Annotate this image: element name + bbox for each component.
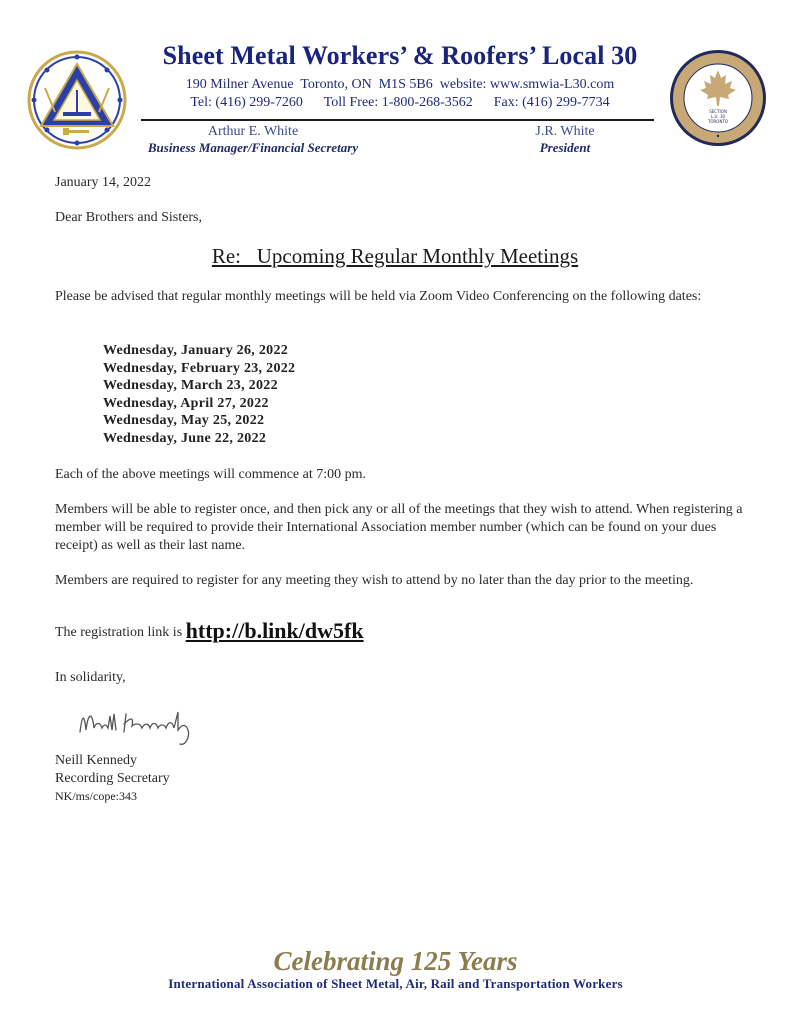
svg-text:L.U. 30: L.U. 30 (710, 114, 726, 119)
signer-name: Neill Kennedy (55, 753, 138, 768)
meeting-dates-list (103, 342, 295, 448)
salutation: Dear Brothers and Sisters, (55, 210, 202, 225)
reference-code: NK/ms/cope:343 (55, 789, 137, 803)
registration-link[interactable]: http://b.link/dw5fk (185, 618, 364, 643)
subject-heading: Re: Upcoming Regular Monthly Meetings (211, 244, 579, 268)
handwritten-signature (70, 702, 240, 750)
meeting-date: Wednesday, February 23, 2022 (103, 360, 296, 376)
local-30-triangle-logo (27, 50, 127, 150)
svg-text:SECTION: SECTION (709, 109, 727, 114)
meeting-date: Wednesday, May 25, 2022 (103, 413, 265, 429)
officer-name: J.R. White (535, 124, 595, 139)
maple-leaf-seal-logo (668, 48, 768, 148)
org-title: Sheet Metal Workers’ & Roofers’ Local 30 (162, 41, 638, 70)
footer-association: International Association of Sheet Metal, Air, Rail and Transportation Workers (168, 976, 623, 991)
signer-title: Recording Secretary (55, 771, 170, 786)
registration-paragraph: Members will be able to register once, and then pick any or all of the meetings that they wish to attend. When registering a member will be required to provide their International Association member number (which can be found on your dues receipt) as well as their last name. (55, 502, 743, 553)
officer-business-manager (138, 124, 368, 156)
intro-paragraph: Please be advised that regular monthly meetings will be held via Zoom Video Conferencing on the following dates: (55, 289, 702, 304)
svg-text:TORONTO: TORONTO (707, 119, 729, 124)
registration-prefix: The registration link is (55, 625, 186, 640)
officer-title: President (539, 140, 591, 155)
time-note: Each of the above meetings will commence at 7:00 pm. (55, 467, 367, 482)
officer-title: Business Manager/Financial Secretary (147, 140, 359, 155)
letter-date: January 14, 2022 (55, 175, 152, 190)
registration-line (55, 618, 364, 643)
officer-name: Arthur E. White (207, 124, 299, 139)
meeting-date: Wednesday, April 27, 2022 (103, 395, 269, 411)
address-line: 190 Milner Avenue Toronto, ON M1S 5B6 website: www.smwia-L30.com (185, 77, 615, 92)
header-divider (141, 119, 654, 121)
officer-president (500, 124, 630, 156)
meeting-date: Wednesday, March 23, 2022 (103, 378, 278, 394)
footer-celebrating: Celebrating 125 Years (273, 946, 518, 976)
phone-line: Tel: (416) 299-7260 Toll Free: 1-800-268-3562 Fax: (416) 299-7734 (190, 95, 610, 110)
closing: In solidarity, (55, 670, 126, 685)
meeting-date: Wednesday, January 26, 2022 (103, 343, 289, 358)
deadline-paragraph: Members are required to register for any meeting they wish to attend by no later than the day prior to the meeting. (55, 573, 694, 588)
meeting-date: Wednesday, June 22, 2022 (103, 430, 267, 446)
